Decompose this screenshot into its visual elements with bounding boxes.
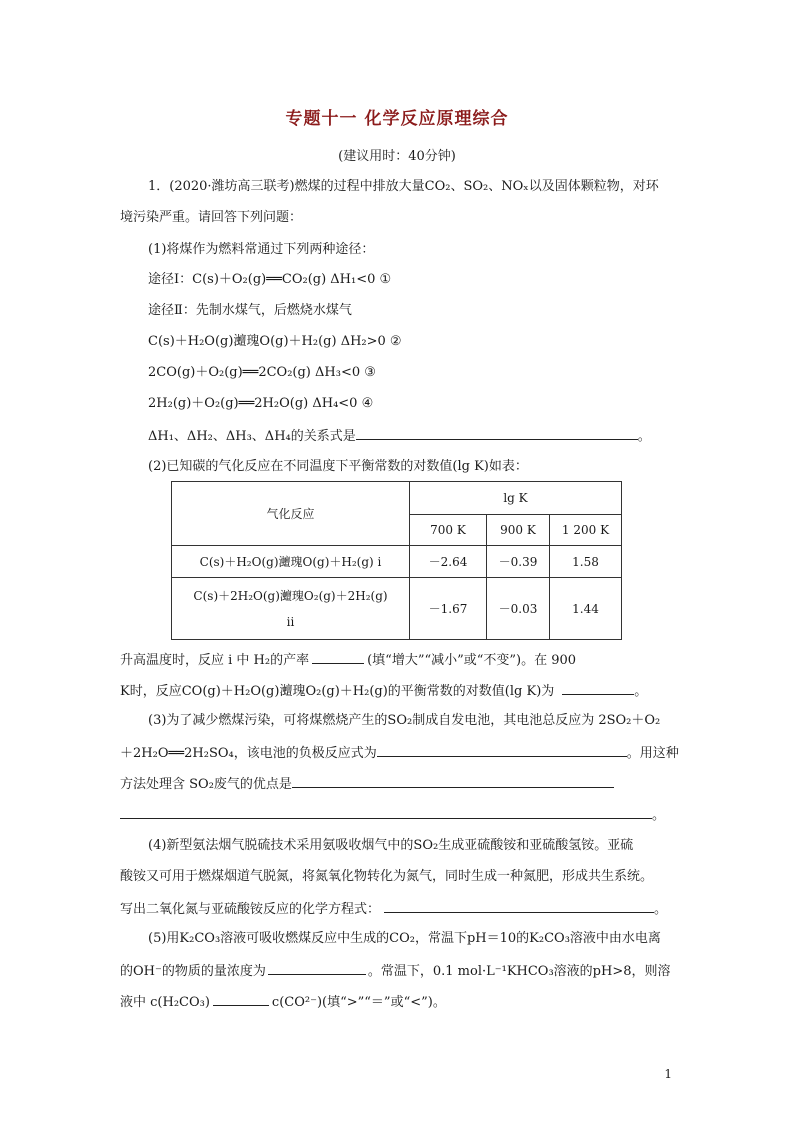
header-lgk: lg K [410, 482, 622, 515]
period: 。 [652, 808, 666, 823]
header-temp-900: 900 K [487, 515, 550, 546]
text: K时，反应CO(g)＋H₂O(g)灗瑰O₂(g)＋H₂(g)的平衡常数的对数值(lg K)为 [120, 684, 555, 699]
answer-blank-relation[interactable] [356, 425, 638, 440]
question-intro: 1．(2020·潍坊高三联考)燃煤的过程中排放大量CO₂、SO₂、NOₓ以及固体颗粒物，对环 [148, 179, 659, 194]
text: 。用这种 [626, 746, 679, 761]
page-number: 1 [664, 1067, 672, 1081]
answer-blank-lgk[interactable] [562, 680, 634, 695]
page-title: 专题十一 化学反应原理综合 [285, 109, 509, 129]
answer-blank-equation[interactable] [384, 898, 654, 913]
relation-label: ΔH₁、ΔH₂、ΔH₃、ΔH₄的关系式是 [148, 429, 356, 444]
question-intro-cont: 境污染严重。请回答下列问题： [120, 210, 303, 225]
part5-line-c [120, 991, 446, 1013]
text: (填“增大”“减小”或“不变”)。在 900 [367, 653, 577, 668]
table-row [172, 578, 622, 640]
reaction-i: C(s)＋H₂O(g)灗瑰O(g)＋H₂(g) i [172, 546, 410, 578]
table-cell: －0.03 [487, 578, 550, 640]
reaction-ii-equation: C(s)＋2H₂O(g)灗瑰O₂(g)＋2H₂(g) [193, 588, 388, 603]
part5-line-b [120, 960, 671, 982]
text: 写出二氧化氮与亚硫酸铵反应的化学方程式： [120, 902, 381, 917]
part4-line-c [120, 898, 667, 920]
part3-line-b [120, 742, 679, 764]
part2-heading: (2)已知碳的气化反应在不同温度下平衡常数的对数值(lg K)如表： [148, 459, 528, 474]
table-row [172, 546, 622, 578]
text: ＋2H₂O══2H₂SO₄，该电池的负极反应式为 [120, 746, 377, 761]
table-cell: －1.67 [410, 578, 487, 640]
text: 方法处理含 SO₂废气的优点是 [120, 777, 292, 792]
equation-3: 2CO(g)＋O₂(g)══2CO₂(g) ΔH₃<0 ③ [148, 365, 376, 380]
text: 液中 c(H₂CO₃) [120, 995, 210, 1010]
header-temp-700: 700 K [410, 515, 487, 546]
equation-4: 2H₂(g)＋O₂(g)══2H₂O(g) ΔH₄<0 ④ [148, 396, 374, 411]
route2-text: 途径Ⅱ：先制水煤气，后燃烧水煤气 [148, 303, 352, 318]
part1-heading: (1)将煤作为燃料常通过下列两种途径： [148, 242, 375, 257]
part3-line-d [120, 804, 665, 826]
reaction-ii-tag: ii [286, 614, 295, 629]
reaction-ii [172, 578, 410, 640]
part5-line-a: (5)用K₂CO₃溶液可吸收燃煤反应中生成的CO₂，常温下pH＝10的K₂CO₃溶液中由水电离 [148, 931, 661, 946]
part3-line-a: (3)为了减少燃煤污染，可将煤燃烧产生的SO₂制成自发电池，其电池总反应为 2SO₂＋O₂ [148, 713, 661, 728]
text: 。常温下，0.1 mol·L⁻¹KHCO₃溶液的pH>8，则溶 [367, 964, 671, 979]
answer-blank-advantage-cont[interactable] [120, 804, 652, 819]
table-cell: －0.39 [487, 546, 550, 578]
lgk-table [171, 481, 622, 640]
header-reaction: 气化反应 [172, 482, 410, 546]
table-cell: 1.58 [550, 546, 622, 578]
answer-blank-anode[interactable] [377, 742, 627, 757]
answer-blank-advantage[interactable] [292, 773, 614, 788]
relation-line [148, 425, 651, 447]
table-cell: 1.44 [550, 578, 622, 640]
header-temp-1200: 1 200 K [550, 515, 622, 546]
answer-blank-yield[interactable] [312, 649, 364, 664]
part4-line-a: (4)新型氨法烟气脱硫技术采用氨吸收烟气中的SO₂生成亚硫酸铵和亚硫酸氢铵。亚硫 [148, 838, 634, 853]
suggested-time: (建议用时：40分钟) [338, 149, 456, 164]
period: 。 [637, 429, 651, 444]
text: 升高温度时，反应 i 中 H₂的产率 [120, 653, 310, 668]
answer-blank-compare[interactable] [213, 991, 269, 1006]
part2-question-a [120, 649, 576, 671]
period: 。 [654, 902, 668, 917]
part3-line-c [120, 773, 614, 795]
route1-equation: 途径Ⅰ：C(s)＋O₂(g)══CO₂(g) ΔH₁<0 ① [148, 272, 392, 287]
answer-blank-oh[interactable] [268, 960, 366, 975]
period: 。 [634, 684, 648, 699]
table-cell: －2.64 [410, 546, 487, 578]
text: c(CO²⁻)(填“>”“＝”或“<”)。 [271, 995, 446, 1010]
equation-2: C(s)＋H₂O(g)灗瑰O(g)＋H₂(g) ΔH₂>0 ② [148, 334, 402, 349]
text: 的OH⁻的物质的量浓度为 [120, 964, 266, 979]
part4-line-b: 酸铵又可用于燃煤烟道气脱氮，将氮氧化物转化为氮气，同时生成一种氮肥，形成共生系统。 [120, 869, 654, 884]
part2-question-b [120, 680, 647, 702]
